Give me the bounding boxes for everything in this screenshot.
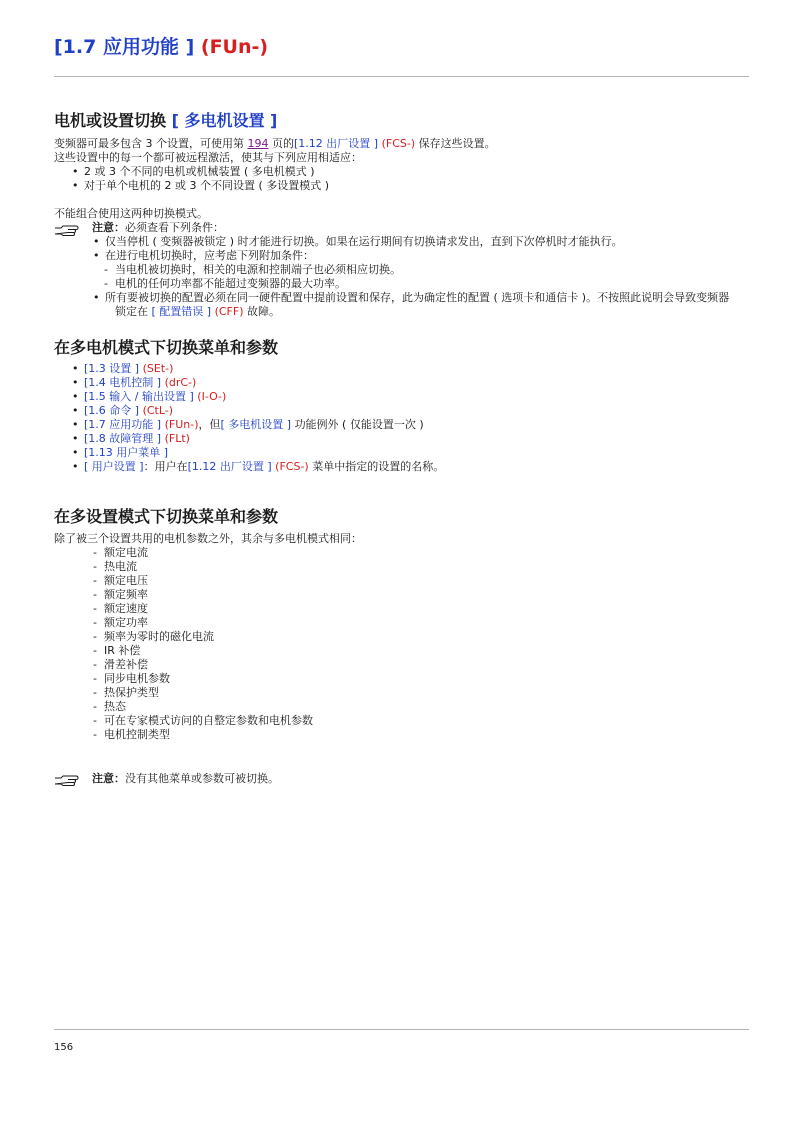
final-note: 注意：没有其他菜单或参数可被切换。 — [92, 772, 279, 785]
parameter-item: - 额定速度 — [104, 602, 148, 616]
menu-link[interactable]: [1.3 设置 ] — [84, 362, 140, 375]
header-divider — [54, 76, 749, 77]
section1-para2: 这些设置中的每一个都可被远程激活，使其与下列应用相适应： — [54, 151, 362, 164]
pointing-hand-icon — [54, 773, 80, 787]
menu-link[interactable]: [1.5 输入 / 输出设置 ] — [84, 390, 194, 403]
parameter-item: - 电机控制类型 — [104, 728, 170, 742]
list-item: • 对于单个电机的 2 或 3 个不同设置 ( 多设置模式 ) — [84, 179, 329, 193]
parameter-item: - 滑差补偿 — [104, 658, 148, 672]
condition-item: • 仅当停机 ( 变频器被锁定 ) 时才能进行切换。如果在运行期间有切换请求发出，直到下次停机时才能执行。 — [105, 235, 623, 249]
page-title-code: (FUn-) — [200, 36, 269, 58]
note-conditions: 注意：必须查看下列条件： — [92, 221, 224, 234]
config-error-link[interactable]: [ 配置错误 ] — [151, 305, 212, 318]
parameter-item: - 额定功率 — [104, 616, 148, 630]
footer-divider — [54, 1029, 749, 1030]
parameter-item: - 频率为零时的磁化电流 — [104, 630, 214, 644]
menu-list-item: • [1.8 故障管理 ] (FLt) — [84, 432, 190, 446]
condition-item: • 所有要被切换的配置必须在同一硬件配置中提前设置和保存，此为确定性的配置 ( 选项卡和通信卡 )。不按照此说明会导致变频器 — [105, 291, 729, 305]
multi-motor-setting-link[interactable]: [ 多电机设置 ] — [171, 111, 278, 130]
parameter-item: - 可在专家模式访问的自整定参数和电机参数 — [104, 714, 313, 728]
list-item: • 2 或 3 个不同的电机或机械装置 ( 多电机模式 ) — [84, 165, 315, 179]
parameter-item: - 同步电机参数 — [104, 672, 170, 686]
menu-list-item: • [1.3 设置 ] (SEt-) — [84, 362, 173, 376]
section3-heading: 在多设置模式下切换菜单和参数 — [54, 507, 279, 526]
page-ref-link[interactable]: 194 — [247, 137, 269, 150]
section1-heading: 电机或设置切换 [ 多电机设置 ] — [54, 111, 278, 130]
condition-item-continued: 锁定在 [ 配置错误 ] (CFF) 故障。 — [115, 305, 280, 318]
menu-list-item: • [ 用户设置 ]：用户在[1.12 出厂设置 ] (FCS-) 菜单中指定的设置的名称。 — [84, 460, 444, 474]
section2-heading: 在多电机模式下切换菜单和参数 — [54, 338, 279, 357]
page-title — [54, 32, 268, 59]
menu-link[interactable]: [1.12 出厂设置 ] — [187, 460, 272, 473]
condition-item: • 在进行电机切换时，应考虑下列附加条件： — [105, 249, 314, 263]
section3-intro: 除了被三个设置共用的电机参数之外，其余与多电机模式相同： — [54, 532, 362, 545]
parameter-item: - IR 补偿 — [104, 644, 140, 658]
section1-para1: 变频器可最多包含 3 个设置，可使用第 194 页的[1.12 出厂设置 ] (FCS-) 保存这些设置。 — [54, 137, 496, 150]
page-title-main: [1.7 应用功能 ] — [54, 36, 195, 58]
menu-list-item: • [1.4 电机控制 ] (drC-) — [84, 376, 196, 390]
parameter-item: - 热态 — [104, 700, 126, 714]
menu-list-item: • [1.5 输入 / 输出设置 ] (I-O-) — [84, 390, 226, 404]
menu-link[interactable]: [1.8 故障管理 ] — [84, 432, 162, 445]
parameter-item: - 热电流 — [104, 560, 137, 574]
parameter-item: - 额定电压 — [104, 574, 148, 588]
menu-link[interactable]: [ 用户设置 ] — [84, 460, 144, 473]
menu-list-item: • [1.7 应用功能 ] (FUn-)，但[ 多电机设置 ] 功能例外 ( 仅能设置一次 ) — [84, 418, 424, 432]
menu-link[interactable]: [1.13 用户菜单 ] — [84, 446, 169, 459]
parameter-item: - 额定电流 — [104, 546, 148, 560]
section1-para3: 不能组合使用这两种切换模式。 — [54, 207, 208, 220]
menu-list-item: • [1.6 命令 ] (CtL-) — [84, 404, 173, 418]
pointing-hand-icon — [54, 223, 80, 237]
condition-subitem: - 电机的任何功率都不能超过变频器的最大功率。 — [115, 277, 346, 291]
menu-link[interactable]: [ 多电机设置 ] — [220, 418, 292, 431]
condition-subitem: - 当电机被切换时，相关的电源和控制端子也必须相应切换。 — [115, 263, 401, 277]
parameter-item: - 额定频率 — [104, 588, 148, 602]
menu-link[interactable]: [1.7 应用功能 ] — [84, 418, 162, 431]
parameter-item: - 热保护类型 — [104, 686, 159, 700]
menu-list-item — [84, 446, 168, 460]
menu-link[interactable]: [1.4 电机控制 ] — [84, 376, 162, 389]
factory-settings-link[interactable]: [1.12 出厂设置 ] — [294, 137, 379, 150]
page-number: 156 — [54, 1042, 74, 1053]
menu-link[interactable]: [1.6 命令 ] — [84, 404, 140, 417]
